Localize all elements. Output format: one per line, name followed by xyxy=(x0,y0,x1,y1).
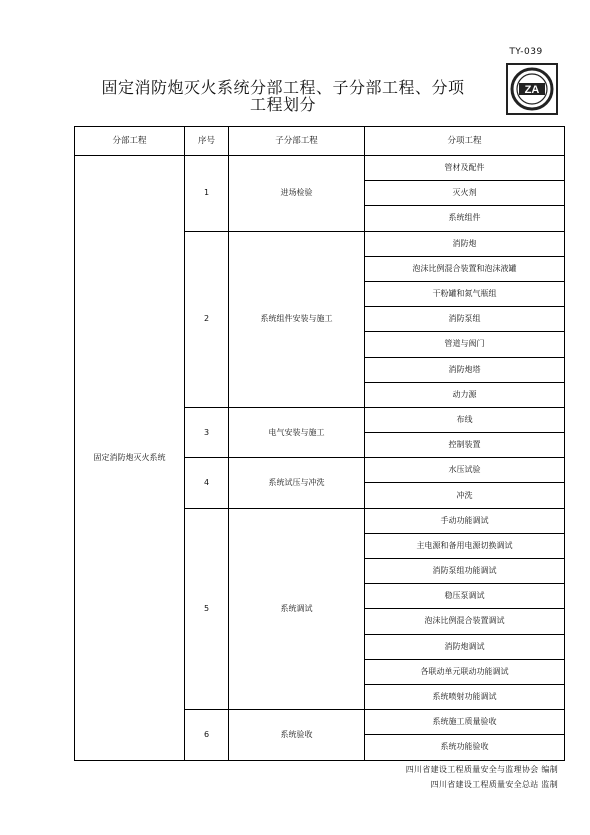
subdivision-cell: 系统组件安装与施工 xyxy=(229,231,365,407)
item-cell: 冲洗 xyxy=(365,483,565,508)
subdivision-cell: 系统试压与冲洗 xyxy=(229,458,365,508)
header-division: 分部工程 xyxy=(75,127,185,156)
item-cell: 系统施工质量验收 xyxy=(365,710,565,735)
item-cell: 动力源 xyxy=(365,382,565,407)
division-cell: 固定消防炮灭火系统 xyxy=(75,156,185,761)
item-cell: 布线 xyxy=(365,407,565,432)
table-row xyxy=(75,156,565,181)
item-cell: 消防炮塔 xyxy=(365,357,565,382)
title-line-1: 固定消防炮灭火系统分部工程、子分部工程、分项 xyxy=(101,78,465,97)
seq-cell: 3 xyxy=(185,407,229,457)
item-cell: 各联动单元联动功能调试 xyxy=(365,659,565,684)
header-item: 分项工程 xyxy=(365,127,565,156)
seq-cell: 2 xyxy=(185,231,229,407)
subdivision-cell: 电气安装与施工 xyxy=(229,407,365,457)
item-cell: 泡沫比例混合装置调试 xyxy=(365,609,565,634)
item-cell: 控制装置 xyxy=(365,433,565,458)
item-cell: 系统功能验收 xyxy=(365,735,565,760)
item-cell: 消防泵组功能调试 xyxy=(365,559,565,584)
item-cell: 管材及配件 xyxy=(365,156,565,181)
seq-cell: 5 xyxy=(185,508,229,710)
item-cell: 系统喷射功能调试 xyxy=(365,684,565,709)
seq-cell: 4 xyxy=(185,458,229,508)
item-cell: 管道与阀门 xyxy=(365,332,565,357)
table-body xyxy=(75,156,565,761)
title-line-2: 工程划分 xyxy=(249,95,316,114)
header-seq: 序号 xyxy=(185,127,229,156)
item-cell: 手动功能调试 xyxy=(365,508,565,533)
logo-text: ZA xyxy=(524,84,540,96)
subdivision-cell: 系统调试 xyxy=(229,508,365,710)
item-cell: 灭火剂 xyxy=(365,181,565,206)
footer-supervisor: 四川省建设工程质量安全总站 监制 xyxy=(430,780,558,789)
subdivision-cell: 进场检验 xyxy=(229,156,365,232)
za-logo-icon xyxy=(506,63,558,115)
document-title xyxy=(88,79,478,113)
division-table xyxy=(74,126,565,761)
item-cell: 系统组件 xyxy=(365,206,565,231)
item-cell: 泡沫比例混合装置和泡沫液罐 xyxy=(365,256,565,281)
item-cell: 消防炮 xyxy=(365,231,565,256)
seq-cell: 6 xyxy=(185,710,229,760)
item-cell: 消防炮调试 xyxy=(365,634,565,659)
subdivision-cell: 系统验收 xyxy=(229,710,365,760)
item-cell: 干粉罐和氮气瓶组 xyxy=(365,281,565,306)
document-code: TY-039 xyxy=(509,47,543,57)
header-subdivision: 子分部工程 xyxy=(229,127,365,156)
item-cell: 消防泵组 xyxy=(365,307,565,332)
item-cell: 主电源和备用电源切换调试 xyxy=(365,533,565,558)
footer-compiler: 四川省建设工程质量安全与监理协会 编制 xyxy=(405,765,558,774)
table-header-row xyxy=(75,127,565,156)
item-cell: 稳压泵调试 xyxy=(365,584,565,609)
item-cell: 水压试验 xyxy=(365,458,565,483)
seq-cell: 1 xyxy=(185,156,229,232)
